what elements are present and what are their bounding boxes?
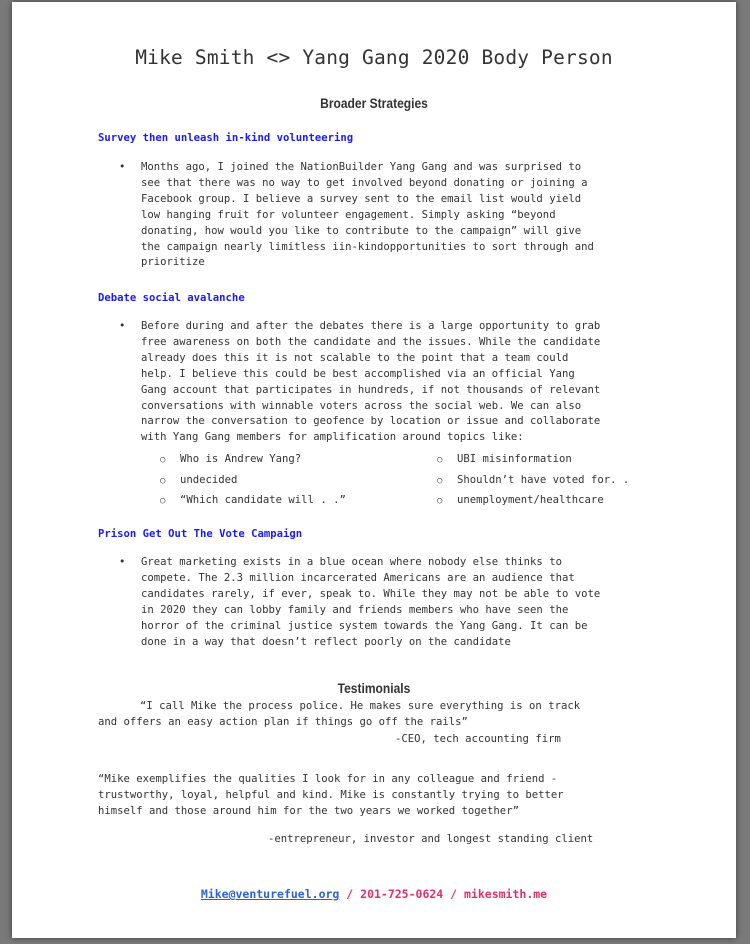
text-line: already does this it is not scalable to the point that a team could	[141, 351, 569, 364]
topic-label: unemployment/healthcare	[457, 494, 604, 506]
section-heading-survey: Survey then unleash in-kind volunteering	[98, 132, 354, 144]
text-line: with Yang Gang members for amplification around topics like:	[141, 431, 524, 444]
contact-footer	[12, 887, 736, 901]
text-line: Months ago, I joined the NationBuilder Yang Gang and was surprised to	[141, 161, 582, 173]
bullet-text	[141, 555, 661, 650]
text-line: help. I believe this could be best accomplished via an official Yang	[141, 367, 575, 380]
bullet-icon: •	[119, 320, 126, 332]
testimonial-2-line-1: “Mike exemplifies the qualities I look for in any colleague and friend -	[98, 773, 558, 785]
circle-bullet-icon: ○	[437, 496, 443, 506]
text-line: Before during and after the debates there is a large opportunity to grab	[141, 320, 601, 332]
text-line: Facebook group. I believe a survey sent to the email list would yield	[141, 192, 582, 205]
topic-label: “Which candidate will . .”	[180, 494, 346, 506]
text-line: done in a way that doesn’t reflect poorly on the candidate	[141, 635, 511, 648]
topic-item	[160, 453, 301, 465]
text-line: conversations with winnable voters across the social web. We can also	[141, 399, 582, 412]
topic-label: undecided	[180, 474, 238, 486]
separator: /	[339, 887, 361, 901]
bullet-text	[141, 160, 661, 271]
text-line: free awareness on both the candidate and the issues. While the candidate	[141, 335, 601, 348]
document-page	[12, 2, 736, 938]
text-line: prioritize	[141, 256, 205, 269]
phone-number: 201-725-0624	[360, 887, 444, 901]
circle-bullet-icon: ○	[437, 455, 443, 465]
topic-item	[437, 494, 604, 506]
testimonial-1-line-2: and offers an easy action plan if things go off the rails”	[98, 716, 468, 728]
text-line: candidates rarely, if ever, speak to. While they may not be able to vote	[141, 587, 601, 600]
topic-label: Shouldn’t have voted for. .	[457, 474, 630, 486]
text-line: narrow the conversation to geofence by location or issue and collaborate	[141, 415, 601, 428]
topic-item	[437, 474, 629, 486]
topic-item	[160, 474, 237, 486]
testimonial-1-attribution: -CEO, tech accounting firm	[395, 733, 561, 745]
separator: /	[443, 887, 465, 901]
text-line: compete. The 2.3 million incarcerated Americans are an audience that	[141, 571, 575, 584]
text-line: low hanging fruit for volunteer engagement. Simply asking “beyond	[141, 208, 556, 221]
testimonials-heading: Testimonials	[337, 680, 411, 696]
strategies-heading: Broader Strategies	[320, 95, 428, 111]
text-line: in 2020 they can lobby family and friends members who have seen the	[141, 603, 569, 616]
text-line: Great marketing exists in a blue ocean where nobody else thinks to	[141, 556, 562, 568]
testimonial-1-line-1: “I call Mike the process police. He makes sure everything is on track	[140, 700, 581, 712]
topic-label: Who is Andrew Yang?	[180, 453, 302, 465]
section-heading-debate: Debate social avalanche	[98, 292, 245, 304]
section-heading-prison-gotv: Prison Get Out The Vote Campaign	[98, 528, 303, 540]
circle-bullet-icon: ○	[160, 476, 166, 486]
topic-item	[437, 453, 572, 465]
circle-bullet-icon: ○	[160, 455, 166, 465]
text-line: horror of the criminal justice system towards the Yang Gang. It can be	[141, 619, 588, 632]
page-title: Mike Smith <> Yang Gang 2020 Body Person	[135, 46, 613, 69]
email-link[interactable]: Mike@venturefuel.org	[200, 887, 340, 901]
topic-label: UBI misinformation	[457, 453, 572, 465]
website-link[interactable]: mikesmith.me	[464, 887, 548, 901]
testimonial-2-line-3: himself and those around him for the two years we worked together”	[98, 805, 519, 817]
topic-item	[160, 494, 346, 506]
testimonial-2-attribution: -entrepreneur, investor and longest standing client	[268, 833, 594, 845]
text-line: Gang account that participates in hundreds, if not thousands of relevant	[141, 383, 601, 396]
bullet-text	[141, 319, 661, 446]
text-line: the campaign nearly limitless iin-kindopportunities to sort through and	[141, 240, 594, 253]
circle-bullet-icon: ○	[160, 496, 166, 506]
text-line: see that there was no way to get involved beyond donating or joining a	[141, 176, 588, 189]
text-line: donating, how would you like to contribute to the campaign” will give	[141, 224, 582, 237]
bullet-icon: •	[119, 161, 126, 173]
bullet-icon: •	[119, 556, 126, 568]
circle-bullet-icon: ○	[437, 476, 443, 486]
testimonial-2-line-2: trustworthy, loyal, helpful and kind. Mike is constantly trying to better	[98, 789, 564, 801]
